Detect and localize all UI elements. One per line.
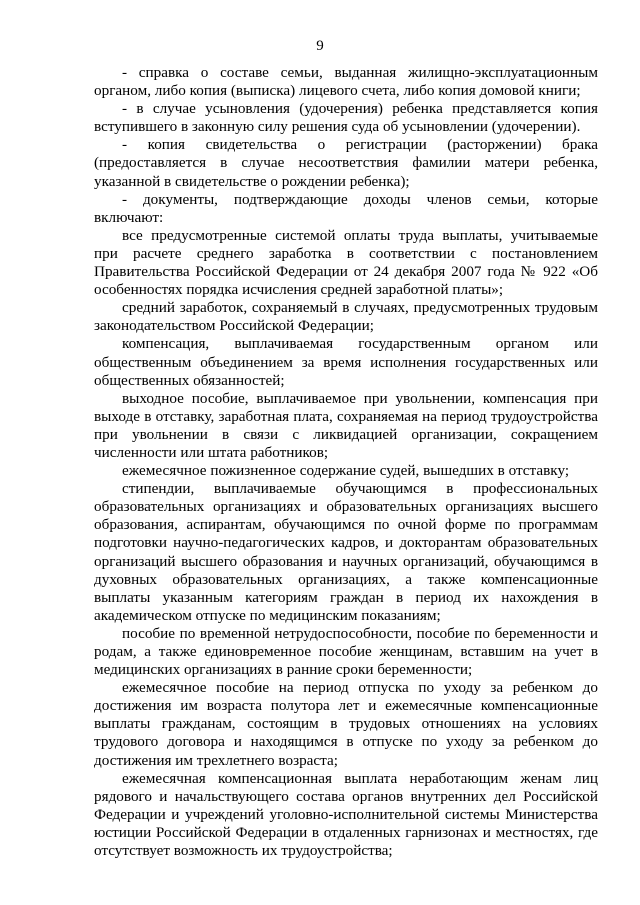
paragraph-disability-maternity: пособие по временной нетрудоспособности, пособие по беременности и родам, а также единовременное пособие женщинам, вставшим на учет в медицинских организациях в ранние сроки беременности; [94,624,598,679]
paragraph-compensation-duties: компенсация, выплачиваемая государственным органом или общественным объединением за время исполнения государственных или общественных обязанностей; [94,335,598,389]
page-number: 9 [316,38,324,54]
paragraph-payroll-payments: все предусмотренные системой оплаты труда выплаты, учитываемые при расчете среднего заработка в соответствии с постановлением Правительства Российской Федерации от 24 декабря 2007 года № 922 «Об особенностях порядка исчисления средней заработной платы»; [94,226,598,299]
paragraph-judges-allowance: ежемесячное пожизненное содержание судей, вышедших в отставку; [122,462,570,480]
paragraph-income-documents: - документы, подтверждающие доходы членов семьи, которые включают: [94,190,598,226]
paragraph-severance-pay: выходное пособие, выплачиваемое при увольнении, компенсация при выходе в отставку, заработная плата, сохраняемая на период трудоустройства при увольнении в связи с ликвидацией организации, сокращением численности или штата работников; [94,389,598,461]
paragraph-adoption-decision: - в случае усыновления (удочерения) ребенка представляется копия вступившего в законную силу решения суда об усыновлении (удочерении). [94,100,598,136]
paragraph-family-certificate: - справка о составе семьи, выданная жилищно-эксплуатационным органом, либо копия (выписка) лицевого счета, либо копия домовой книги; [94,64,598,100]
paragraph-spouse-compensation: ежемесячная компенсационная выплата неработающим женам лиц рядового и начальствующего состава органов внутренних дел Российской Федерации и учреждений уголовно-исполнительной системы Министерства юстиции Российской Федерации в отдаленных гарнизонах и местностях, где отсутствует возможность их трудоустройства; [94,769,598,860]
paragraph-childcare-allowance: ежемесячное пособие на период отпуска по уходу за ребенком до достижения им возраста полутора лет и ежемесячные компенсационные выплаты гражданам, состоящим в трудовых отношениях на условиях трудового договора и находящимся в отпуске по уходу за ребенком до достижения им трехлетнего возраста; [94,679,598,769]
paragraph-marriage-certificate: - копия свидетельства о регистрации (расторжении) брака (предоставляется в случае несоответствия фамилии матери ребенка, указанной в свидетельстве о рождении ребенка); [94,136,598,190]
document-body [94,64,598,860]
paragraph-scholarships: стипендии, выплачиваемые обучающимся в профессиональных образовательных организациях и образовательных организациях высшего образования, аспирантам, обучающимся по очной форме по программам подготовки научно-педагогических кадров, и докторантам образовательных организаций высшего образования и научных организаций, обучающимся в духовных образовательных организациях, а также компенсационные выплаты указанным категориям граждан в период их нахождения в академическом отпуске по медицинским показаниям; [94,480,598,624]
paragraph-average-earnings: средний заработок, сохраняемый в случаях, предусмотренных трудовым законодательством Российской Федерации; [94,299,598,335]
